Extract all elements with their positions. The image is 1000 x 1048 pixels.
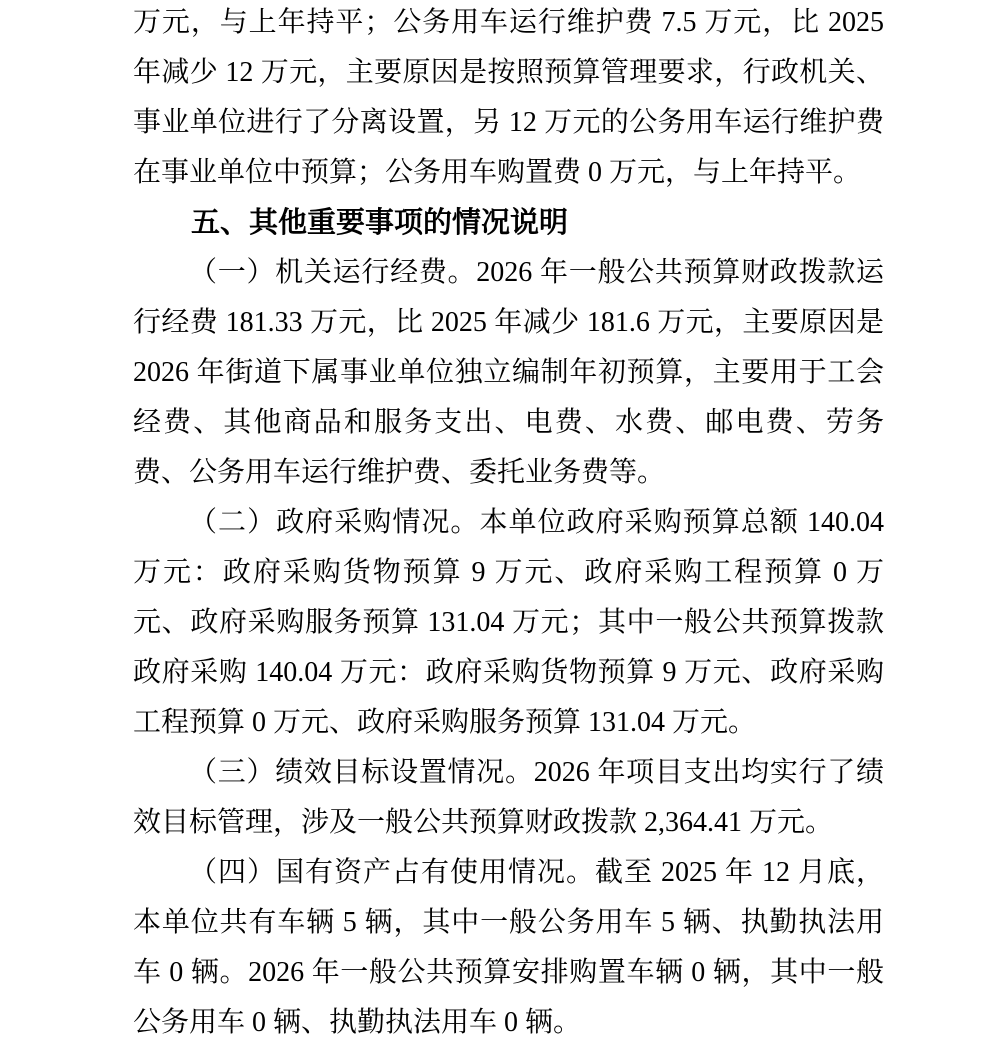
paragraph-item-2-government-procurement: （二）政府采购情况。本单位政府采购预算总额 140.04 万元：政府采购货物预算 9 万元、政府采购工程预算 0 万元、政府采购服务预算 131.04 万元；其中一般公共预算拨款政府采购 140.04 万元：政府采购货物预算 9 万元、政府采购工程预算 0 万元、政府采购服务预算 131.04 万元。 [133,507,884,738]
paragraph-item-3-performance-target-setting: （三）绩效目标设置情况。2026 年项目支出均实行了绩效目标管理，涉及一般公共预算财政拨款 2,364.41 万元。 [133,757,884,838]
paragraph-item-1-agency-operating-expenses: （一）机关运行经费。2026 年一般公共预算财政拨款运行经费 181.33 万元，比 2025 年减少 181.6 万元，主要原因是 2026 年街道下属事业单位独立编制年初预算，主要用于工会经费、其他商品和服务支出、电费、水费、邮电费、劳务费、公务用车运行维护费、委托业务费等。 [133,257,884,488]
paragraph-vehicle-maintenance-fees-continuation: 万元，与上年持平；公务用车运行维护费 7.5 万元，比 2025 年减少 12 万元，主要原因是按照预算管理要求，行政机关、事业单位进行了分离设置，另 12 万元的公务用车运行维护费在事业单位中预算；公务用车购置费 0 万元，与上年持平。 [133,7,884,188]
section-heading-other-important-matters: 五、其他重要事项的情况说明 [191,207,569,239]
paragraph-item-4-state-owned-assets-usage: （四）国有资产占有使用情况。截至 2025 年 12 月底，本单位共有车辆 5 辆，其中一般公务用车 5 辆、执勤执法用车 0 辆。2026 年一般公共预算安排购置车辆 0 辆，其中一般公务用车 0 辆、执勤执法用车 0 辆。 [133,857,884,1038]
